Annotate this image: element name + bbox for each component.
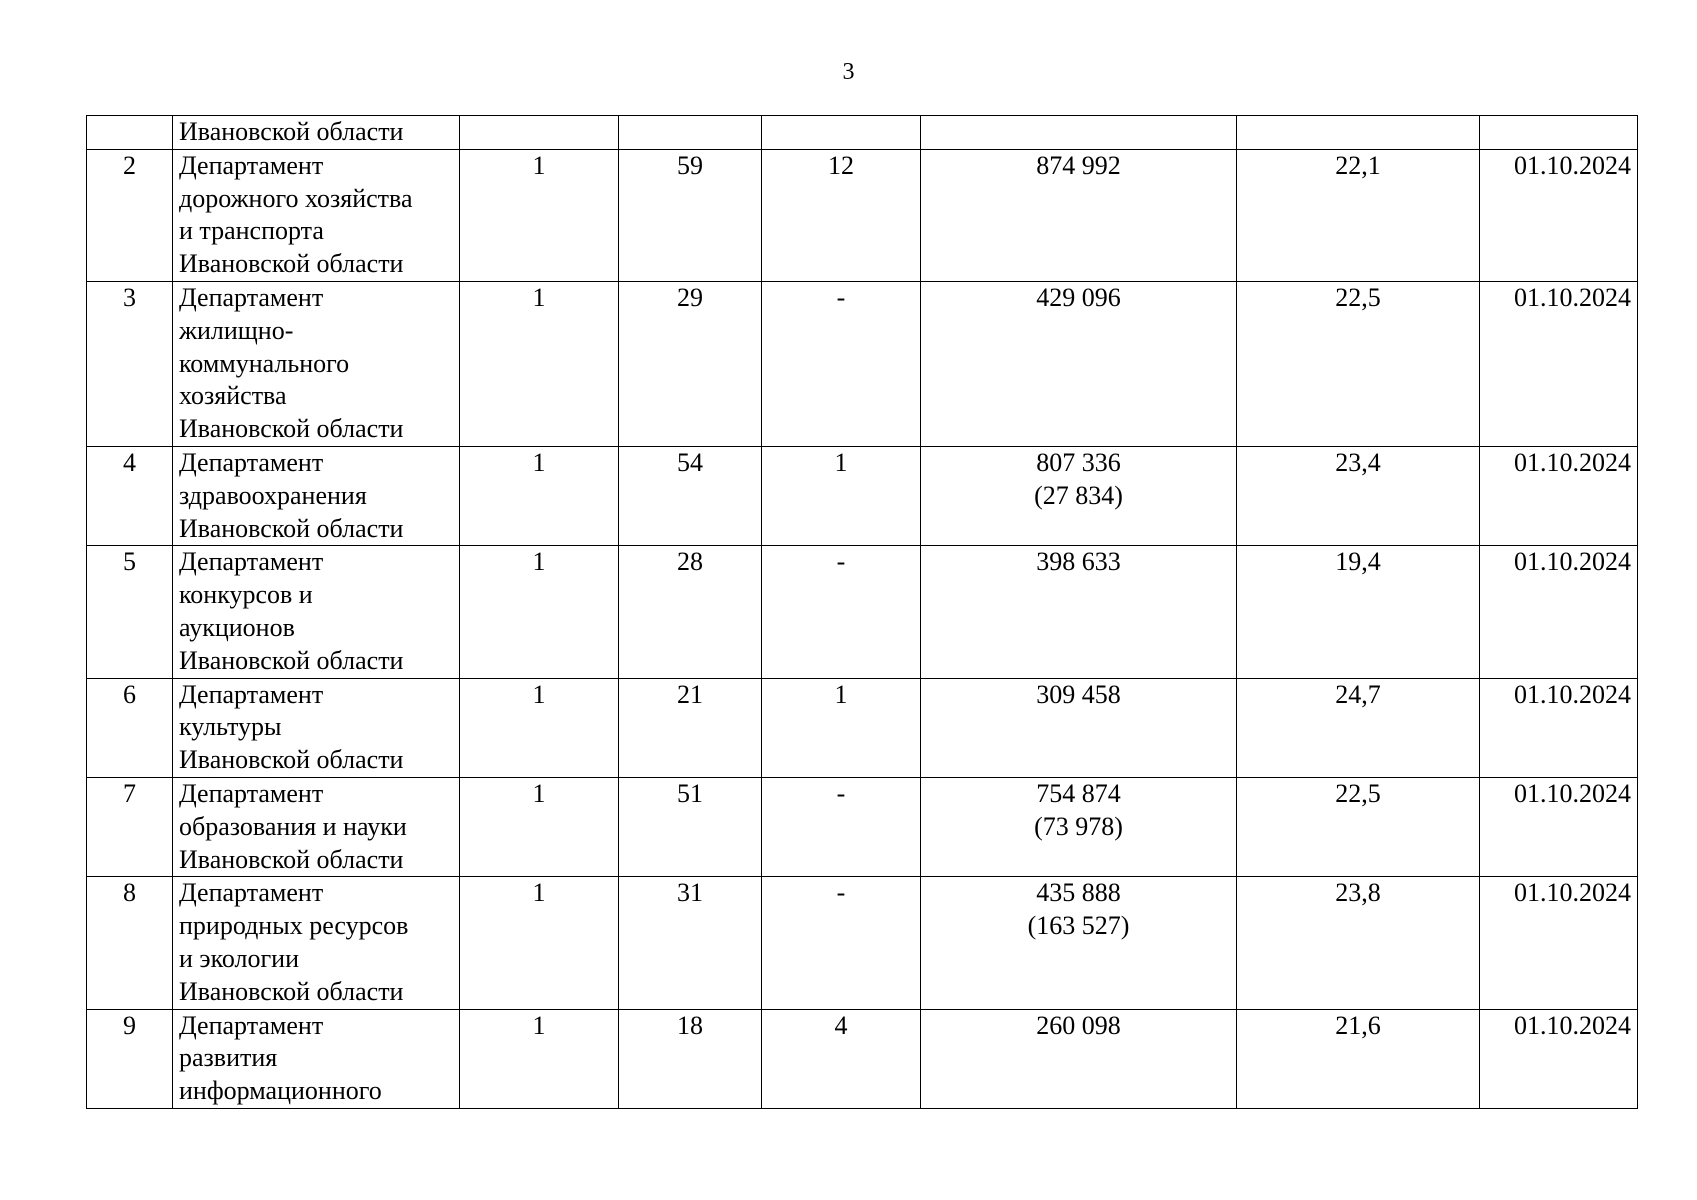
amount-line: 429 096 — [1036, 282, 1121, 312]
amount-line: (163 527) — [1027, 911, 1130, 941]
department-name-line: Ивановской области — [179, 117, 404, 146]
value-cell-c: - — [762, 877, 921, 1009]
value-cell-e: 22,5 — [1237, 281, 1480, 446]
value-cell-b: 54 — [619, 446, 762, 545]
row-number-cell: 7 — [87, 777, 173, 876]
amount-cell — [921, 678, 1237, 777]
date-cell: 01.10.2024 — [1480, 678, 1638, 777]
amount-line: 807 336 — [1036, 447, 1121, 477]
date-cell: 01.10.2024 — [1480, 877, 1638, 1009]
department-name-line: природных ресурсов — [179, 911, 409, 941]
amount-line: 260 098 — [1036, 1010, 1121, 1040]
department-name-line: Ивановской области — [179, 976, 404, 1006]
amount-cell — [921, 446, 1237, 545]
row-number-cell: 3 — [87, 281, 173, 446]
value-cell-c: 1 — [762, 446, 921, 545]
row-number-cell: 6 — [87, 678, 173, 777]
department-name-line: Департамент — [179, 150, 324, 180]
table-row — [87, 546, 1638, 678]
table-row — [87, 446, 1638, 545]
table-row — [87, 1009, 1638, 1108]
table-row — [87, 116, 1638, 150]
department-name-line: Департамент — [179, 447, 324, 477]
date-cell — [1480, 116, 1638, 150]
value-cell-a: 1 — [460, 877, 619, 1009]
value-cell-c: 4 — [762, 1009, 921, 1108]
value-cell-e: 22,5 — [1237, 777, 1480, 876]
value-cell-e — [1237, 116, 1480, 150]
value-cell-b: 21 — [619, 678, 762, 777]
value-cell-b: 18 — [619, 1009, 762, 1108]
value-cell-b: 51 — [619, 777, 762, 876]
department-name-cell — [173, 149, 460, 281]
page-number: 3 — [842, 59, 855, 85]
value-cell-c: 12 — [762, 149, 921, 281]
department-name-line: информационного — [179, 1076, 382, 1106]
date-cell: 01.10.2024 — [1480, 777, 1638, 876]
value-cell-b: 28 — [619, 546, 762, 678]
value-cell-e: 19,4 — [1237, 546, 1480, 678]
department-name-cell — [173, 546, 460, 678]
department-name-cell — [173, 446, 460, 545]
value-cell-a: 1 — [460, 281, 619, 446]
value-cell-b: 59 — [619, 149, 762, 281]
department-name-line: Ивановской области — [179, 513, 404, 543]
department-name-line: Департамент — [179, 282, 324, 312]
amount-line: 398 633 — [1036, 547, 1121, 577]
date-cell: 01.10.2024 — [1480, 1009, 1638, 1108]
row-number-cell: 9 — [87, 1009, 173, 1108]
department-name-line: и транспорта — [179, 216, 324, 246]
value-cell-a: 1 — [460, 546, 619, 678]
department-name-line: культуры — [179, 712, 282, 742]
department-name-cell — [173, 877, 460, 1009]
department-name-line: Ивановской области — [179, 745, 404, 775]
date-cell: 01.10.2024 — [1480, 149, 1638, 281]
value-cell-e: 22,1 — [1237, 149, 1480, 281]
row-number-cell: 4 — [87, 446, 173, 545]
department-name-line: коммунального — [179, 348, 350, 378]
value-cell-a: 1 — [460, 1009, 619, 1108]
value-cell-c — [762, 116, 921, 150]
department-name-cell — [173, 116, 460, 150]
department-name-line: жилищно- — [179, 315, 294, 345]
table-row — [87, 777, 1638, 876]
value-cell-c: - — [762, 777, 921, 876]
amount-cell — [921, 877, 1237, 1009]
department-name-line: и экологии — [179, 943, 300, 973]
amount-cell — [921, 1009, 1237, 1108]
department-name-line: Ивановской области — [179, 844, 404, 874]
value-cell-b: 31 — [619, 877, 762, 1009]
value-cell-e: 23,4 — [1237, 446, 1480, 545]
value-cell-e: 21,6 — [1237, 1009, 1480, 1108]
value-cell-b: 29 — [619, 281, 762, 446]
amount-cell — [921, 149, 1237, 281]
date-cell: 01.10.2024 — [1480, 446, 1638, 545]
amount-cell — [921, 546, 1237, 678]
department-name-line: аукционов — [179, 612, 295, 642]
department-name-line: Департамент — [179, 878, 324, 908]
department-name-cell — [173, 777, 460, 876]
amount-line: (27 834) — [1034, 480, 1123, 510]
department-name-line: Ивановской области — [179, 645, 404, 675]
value-cell-a: 1 — [460, 149, 619, 281]
table-body — [87, 116, 1638, 1109]
department-name-line: хозяйства — [179, 381, 287, 411]
amount-line: 874 992 — [1036, 150, 1121, 180]
date-cell: 01.10.2024 — [1480, 546, 1638, 678]
row-number-cell: 5 — [87, 546, 173, 678]
value-cell-a: 1 — [460, 446, 619, 545]
amount-cell — [921, 116, 1237, 150]
department-name-line: Департамент — [179, 679, 324, 709]
amount-line: 754 874 — [1036, 778, 1121, 808]
department-name-line: Департамент — [179, 547, 324, 577]
value-cell-e: 24,7 — [1237, 678, 1480, 777]
department-name-cell — [173, 678, 460, 777]
value-cell-a: 1 — [460, 777, 619, 876]
amount-line: (73 978) — [1034, 811, 1123, 841]
table-row — [87, 281, 1638, 446]
department-name-line: Департамент — [179, 1010, 324, 1040]
amount-cell — [921, 777, 1237, 876]
department-name-cell — [173, 281, 460, 446]
table-row — [87, 149, 1638, 281]
value-cell-e: 23,8 — [1237, 877, 1480, 1009]
department-name-line: развития — [179, 1043, 278, 1073]
department-name-line: Ивановской области — [179, 249, 404, 279]
table-row — [87, 678, 1638, 777]
amount-cell — [921, 281, 1237, 446]
amount-line: 309 458 — [1036, 679, 1121, 709]
value-cell-c: - — [762, 281, 921, 446]
row-number-cell: 8 — [87, 877, 173, 1009]
department-name-line: здравоохранения — [179, 480, 367, 510]
value-cell-c: - — [762, 546, 921, 678]
department-name-line: Ивановской области — [179, 414, 404, 444]
department-name-line: конкурсов и — [179, 580, 313, 610]
value-cell-b — [619, 116, 762, 150]
amount-line: 435 888 — [1036, 878, 1121, 908]
row-number-cell — [87, 116, 173, 150]
department-name-cell — [173, 1009, 460, 1108]
row-number-cell: 2 — [87, 149, 173, 281]
value-cell-a: 1 — [460, 678, 619, 777]
date-cell: 01.10.2024 — [1480, 281, 1638, 446]
department-name-line: дорожного хозяйства — [179, 183, 413, 213]
value-cell-c: 1 — [762, 678, 921, 777]
department-name-line: Департамент — [179, 778, 324, 808]
value-cell-a — [460, 116, 619, 150]
table-row — [87, 877, 1638, 1009]
department-name-line: образования и науки — [179, 811, 407, 841]
data-table — [86, 115, 1638, 1109]
